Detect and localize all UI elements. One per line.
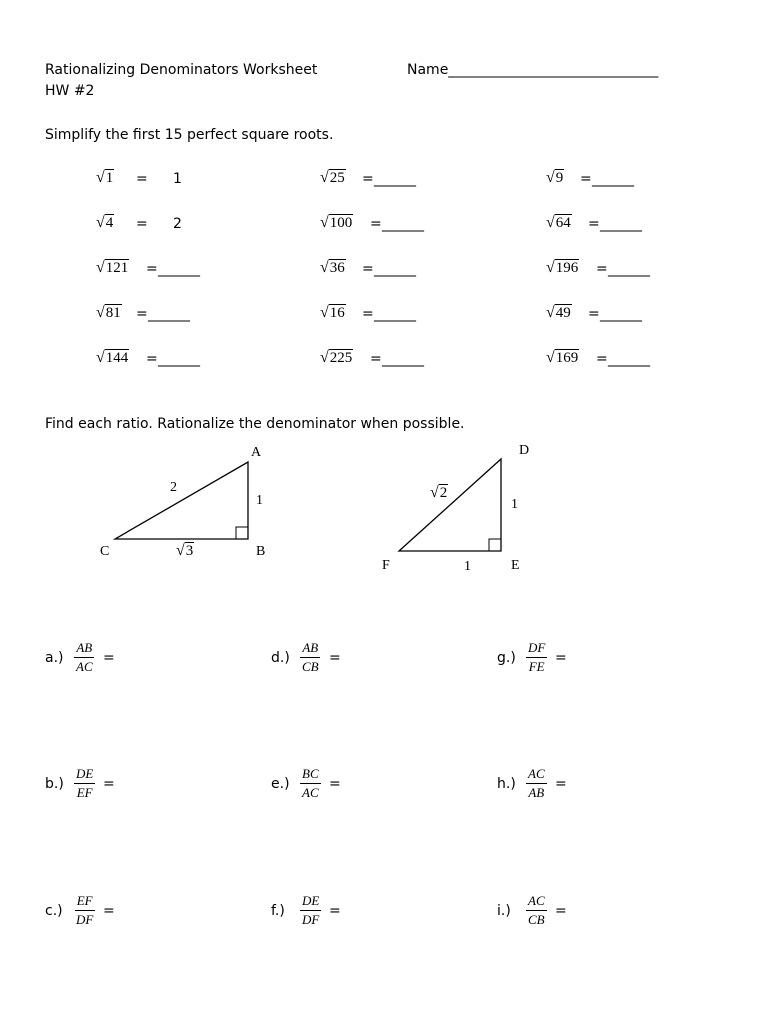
answer-equals-sign: = (329, 776, 341, 792)
square-root-expression: √49 (546, 304, 571, 321)
equals-sign: = (588, 306, 600, 322)
square-root-expression: √144 (96, 349, 129, 366)
problem-label: g.) (497, 650, 516, 666)
answer-blank[interactable]: ______ (608, 351, 650, 367)
answer-blank[interactable]: ______ (382, 216, 424, 232)
answer-equals-sign: = (329, 903, 341, 919)
fraction-denominator: AC (302, 785, 319, 800)
fraction-denominator: DF (76, 912, 94, 927)
answer-blank[interactable]: ______ (600, 216, 642, 232)
answer-equals-sign: = (329, 650, 341, 666)
square-root-expression: √9 (546, 169, 564, 186)
fraction-denominator: FE (528, 659, 545, 674)
answer-equals-sign: = (103, 776, 115, 792)
ratio-fraction (526, 640, 547, 675)
equals-sign: = (146, 351, 158, 367)
ratio-fraction (526, 766, 547, 801)
problem-label: i.) (497, 903, 511, 919)
answer-equals-sign: = (103, 903, 115, 919)
equals-sign: = (370, 216, 382, 232)
section1-instruction: Simplify the first 15 perfect square roots. (45, 127, 334, 143)
fraction-numerator: BC (300, 766, 321, 784)
square-root-expression: √121 (96, 259, 129, 276)
equals-sign: = (362, 306, 374, 322)
answer-blank[interactable]: ______ (592, 171, 634, 187)
answer-blank[interactable]: ______ (600, 306, 642, 322)
equals-sign: = (136, 216, 148, 232)
leg-ab-label: 1 (256, 493, 263, 508)
homework-number: HW #2 (45, 83, 95, 99)
problem-label: b.) (45, 776, 64, 792)
square-root-expression: √25 (320, 169, 345, 186)
problem-label: a.) (45, 650, 64, 666)
equals-sign: = (596, 351, 608, 367)
right-angle-mark-e (489, 539, 501, 551)
equals-sign: = (362, 261, 374, 277)
problem-label: d.) (271, 650, 290, 666)
problem-label: e.) (271, 776, 290, 792)
fraction-denominator: CB (302, 659, 319, 674)
leg-cb-label: √3 (176, 542, 194, 559)
equals-sign: = (596, 261, 608, 277)
ratio-fraction (74, 640, 95, 675)
answer-blank[interactable]: ______ (374, 261, 416, 277)
leg-de-label: 1 (511, 497, 518, 512)
fraction-denominator: AB (528, 785, 545, 800)
fraction-numerator: AB (74, 640, 94, 658)
triangle-abc (115, 462, 248, 539)
vertex-a-label: A (251, 445, 262, 460)
answer-blank[interactable]: ______ (374, 306, 416, 322)
answer-equals-sign: = (555, 776, 567, 792)
answer-blank[interactable]: ______ (158, 351, 200, 367)
square-root-expression: √1 (96, 169, 114, 186)
vertex-f-label: F (382, 558, 390, 573)
vertex-d-label: D (519, 443, 530, 458)
equals-sign: = (370, 351, 382, 367)
ratio-fraction (74, 766, 95, 801)
answer-blank[interactable]: ______ (158, 261, 200, 277)
fraction-numerator: DE (300, 893, 321, 911)
fraction-denominator: EF (76, 785, 93, 800)
name-field-label: Name______________________________ (407, 62, 659, 78)
ratio-fraction (300, 766, 321, 801)
square-root-expression: √225 (320, 349, 353, 366)
answer-blank[interactable]: ______ (608, 261, 650, 277)
equals-sign: = (136, 171, 148, 187)
vertex-c-label: C (100, 544, 110, 559)
equals-sign: = (362, 171, 374, 187)
ratio-fraction (74, 893, 95, 928)
answer-blank[interactable]: ______ (374, 171, 416, 187)
fraction-numerator: DE (74, 766, 95, 784)
answer-blank[interactable]: ______ (382, 351, 424, 367)
answer-equals-sign: = (555, 903, 567, 919)
answer-equals-sign: = (555, 650, 567, 666)
fraction-denominator: AC (76, 659, 93, 674)
problem-label: f.) (271, 903, 285, 919)
filled-answer: 2 (173, 216, 182, 232)
problem-label: h.) (497, 776, 516, 792)
ratio-fraction (300, 893, 321, 928)
fraction-numerator: AC (526, 766, 547, 784)
square-root-expression: √196 (546, 259, 579, 276)
hypotenuse-df-label: √2 (430, 484, 448, 501)
square-root-expression: √169 (546, 349, 579, 366)
filled-answer: 1 (173, 171, 182, 187)
hypotenuse-ac-label: 2 (170, 480, 177, 495)
ratio-fraction (526, 893, 547, 928)
equals-sign: = (588, 216, 600, 232)
equals-sign: = (146, 261, 158, 277)
fraction-numerator: AB (300, 640, 320, 658)
fraction-numerator: EF (75, 893, 95, 911)
square-root-expression: √4 (96, 214, 114, 231)
ratio-fraction (300, 640, 321, 675)
square-root-expression: √81 (96, 304, 121, 321)
fraction-denominator: CB (528, 912, 545, 927)
square-root-expression: √36 (320, 259, 345, 276)
triangle-def (399, 459, 501, 551)
worksheet-title: Rationalizing Denominators Worksheet (45, 62, 318, 78)
equals-sign: = (136, 306, 148, 322)
problem-label: c.) (45, 903, 63, 919)
fraction-numerator: AC (526, 893, 547, 911)
answer-equals-sign: = (103, 650, 115, 666)
equals-sign: = (580, 171, 592, 187)
fraction-numerator: DF (526, 640, 547, 658)
vertex-e-label: E (511, 558, 520, 573)
leg-fe-label: 1 (464, 559, 471, 574)
square-root-expression: √64 (546, 214, 571, 231)
section2-instruction: Find each ratio. Rationalize the denominator when possible. (45, 416, 465, 432)
vertex-b-label: B (256, 544, 266, 559)
square-root-expression: √16 (320, 304, 345, 321)
right-angle-mark-b (236, 527, 248, 539)
fraction-denominator: DF (302, 912, 320, 927)
square-root-expression: √100 (320, 214, 353, 231)
answer-blank[interactable]: ______ (148, 306, 190, 322)
